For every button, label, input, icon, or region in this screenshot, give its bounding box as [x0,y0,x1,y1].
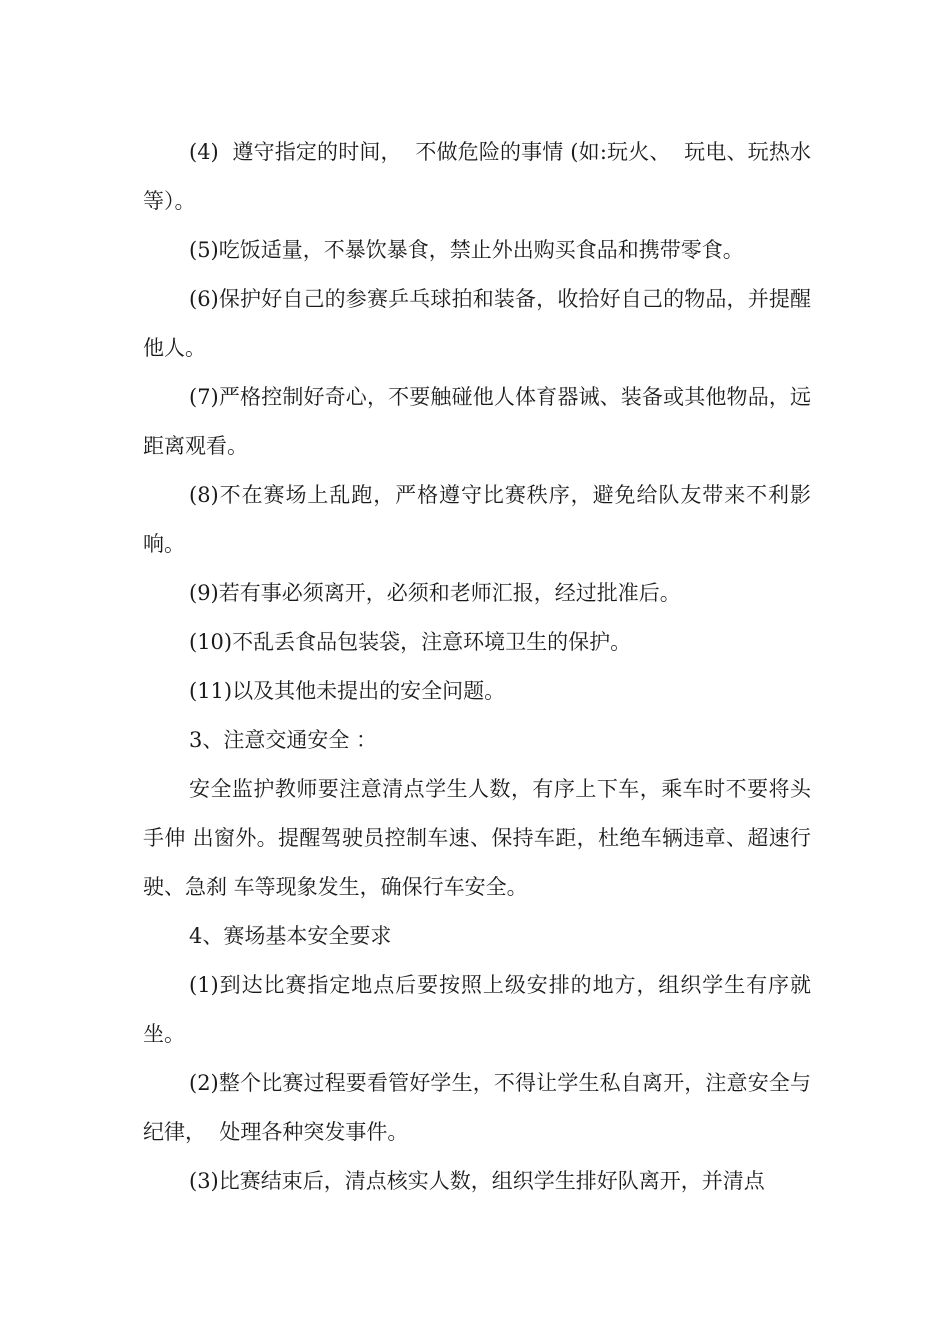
paragraph-rule-5: (5)吃饭适量，不暴饮暴食，禁止外出购买食品和携带零食。 [189,238,744,262]
paragraph-venue-rule-2: (2)整个比赛过程要看管好学生，不得让学生私自离开，注意安全与纪律， 处理各种突发事件。 [143,1071,811,1144]
paragraph-traffic-safety: 安全监护教师要注意清点学生人数，有序上下车，乘车时不要将头手伸 出窗外。提醒驾驶员控制车速、保持车距，杜绝车辆违章、超速行驶、急刹 车等现象发生，确保行车安全。 [143,777,811,899]
paragraph-rule-6: (6)保护好自己的参赛乒乓球拍和装备，收拾好自己的物品，并提醒他人。 [143,287,811,360]
paragraph-rule-9: (9)若有事必须离开，必须和老师汇报，经过批准后。 [189,581,681,605]
section-heading-venue-safety: 4、赛场基本安全要求 [189,924,392,948]
paragraph-rule-8: (8)不在赛场上乱跑，严格遵守比赛秩序，避免给队友带来不利影响。 [143,483,811,556]
paragraph-rule-10: (10)不乱丢食品包装袋，注意环境卫生的保护。 [189,630,632,654]
paragraph-venue-rule-1: (1)到达比赛指定地点后要按照上级安排的地方，组织学生有序就坐。 [143,973,811,1046]
paragraph-rule-7: (7)严格控制好奇心，不要触碰他人体育器诫、装备或其他物品，远距离观看。 [143,385,811,458]
section-heading-traffic-safety: 3、注意交通安全 ： [189,728,378,752]
document-body [143,128,811,1206]
paragraph-venue-rule-3: (3)比赛结束后，清点核实人数，组织学生排好队离开，并清点 [189,1169,765,1193]
paragraph-rule-11: (11)以及其他未提出的安全问题。 [189,679,506,703]
paragraph-rule-4: (4) 遵守指定的时间， 不做危险的事情 (如:玩火、 玩电、玩热水等）。 [143,140,811,213]
